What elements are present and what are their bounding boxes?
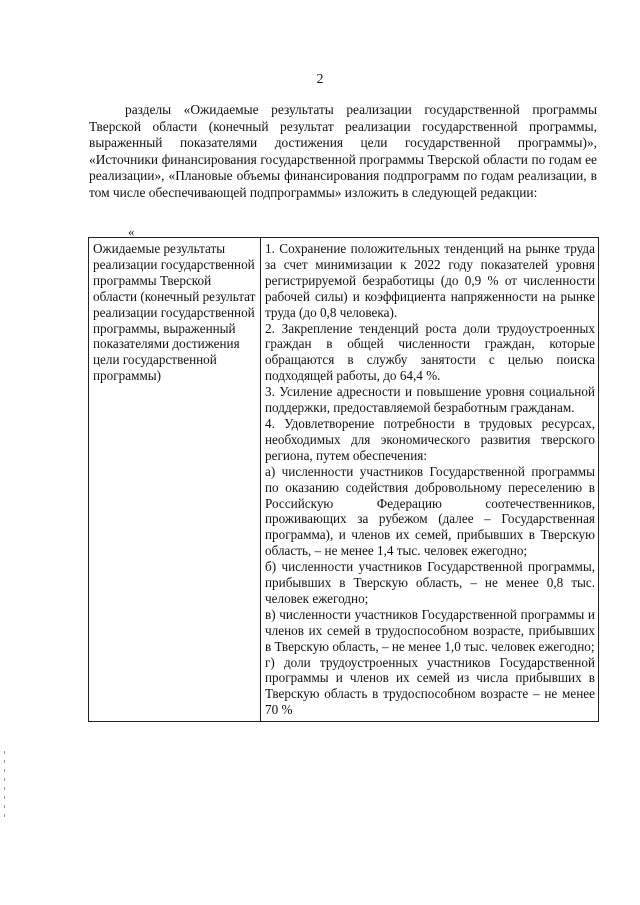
result-item-4: 4. Удовлетворение потребности в трудовых ресурсах, необходимых для экономического развития тверского региона, путем обеспечения: xyxy=(265,415,595,463)
row-heading-cell: Ожидаемые результаты реализации государственной программы Тверской области (конечный результат реализации государственной программы, выраженный показателями достижения цели государственной программы) xyxy=(89,238,261,722)
row-content-cell xyxy=(261,238,599,722)
result-item-2: 2. Закрепление тенденций роста доли трудоустроенных граждан в общей численности граждан, которые обращаются в службу занятости с целью поиска подходящей работы, до 64,4 %. xyxy=(265,320,595,384)
result-item-4d: г) доли трудоустроенных участников Государственной программы и членов их семей из числа прибывших в Тверскую область в трудоспособном возрасте – не менее 70 % xyxy=(265,654,595,718)
result-item-3: 3. Усиление адресности и повышение уровня социальной поддержки, предоставляемой безработным гражданам. xyxy=(265,384,595,416)
intro-paragraph xyxy=(89,102,597,202)
opening-quote-mark: « xyxy=(128,224,135,239)
program-results-table xyxy=(88,237,599,722)
result-item-4b: б) численности участников Государственной программы, прибывших в Тверскую область, – не менее 0,8 тыс. человек ежегодно; xyxy=(265,559,595,606)
scan-margin-marks xyxy=(2,745,8,865)
result-item-4a: а) численности участников Государственной программы по оказанию содействия добровольному переселению в Российскую Федерацию соотечественников, проживающих за рубежом (далее – Государственная программа), и членов их семей, прибывших в Тверскую область, – не менее 1,4 тыс. человек ежегодно; xyxy=(265,463,595,559)
result-item-4c: в) численности участников Государственной программы и членов их семей в трудоспособном возрасте, прибывших в Тверскую область, – не менее 1,0 тыс. человек ежегодно; xyxy=(265,606,595,654)
page-number: 2 xyxy=(316,72,324,87)
result-item-1: 1. Сохранение положительных тенденций на рынке труда за счет минимизации к 2022 году показателей уровня регистрируемой безработицы (до 0,9 % от численности рабочей силы) и коэффициента напряженности на рынке труда (до 0,8 человека). xyxy=(265,241,595,320)
intro-text: разделы «Ожидаемые результаты реализации государственной программы Тверской области (конечный результат реализации государственной программы, выраженный показателями достижения цели государственной программы)», «Источники финансирования государственной программы Тверской области по годам ее реализации», «Плановые объемы финансирования подпрограмм по годам реализации, в том числе обеспечивающей подпрограммы» изложить в следующей редакции: xyxy=(89,102,597,200)
table-row xyxy=(89,238,599,722)
